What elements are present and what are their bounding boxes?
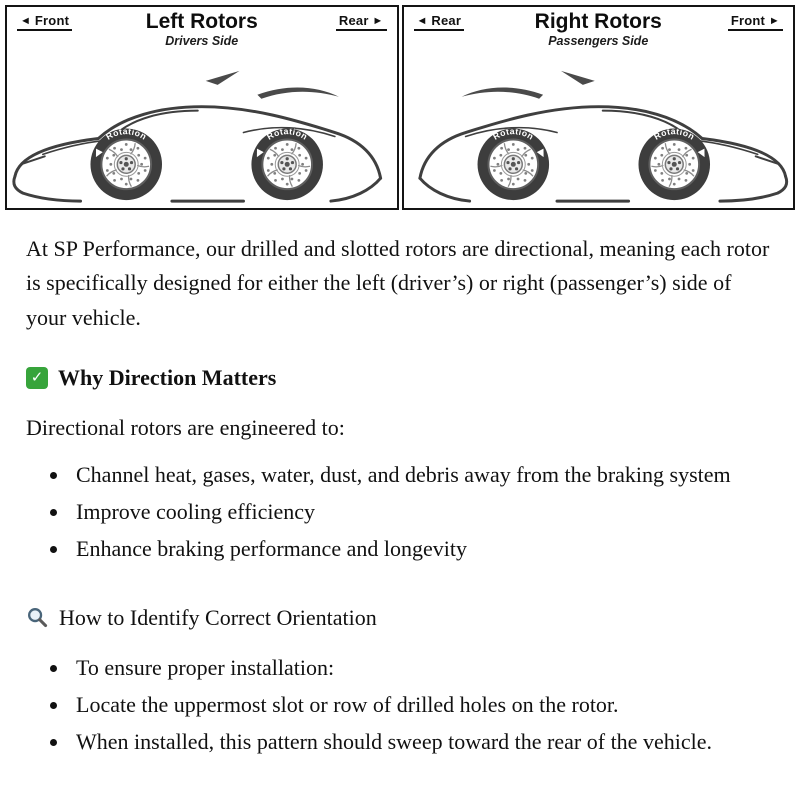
magnifier-icon	[26, 606, 49, 629]
arrow-left-icon: ◄	[20, 15, 32, 27]
car-silhouette-left	[14, 71, 381, 201]
svg-text:Rotation: Rotation	[651, 126, 697, 142]
how-bullet-list	[26, 651, 774, 760]
left-rotors-panel	[5, 5, 399, 210]
heading-text: Why Direction Matters	[58, 364, 277, 390]
heading-text: How to Identify Correct Orientation	[59, 604, 377, 630]
panel-title: Right Rotors	[534, 10, 662, 33]
car-silhouette-right	[419, 71, 786, 201]
panel-subtitle: Drivers Side	[165, 34, 239, 49]
intro-paragraph: At SP Performance, our drilled and slotted rotors are directional, meaning each rotor is specifically designed for either the left (driver’s) or right (passenger’s) side of your vehicle.	[26, 236, 770, 330]
how-to-identify-heading	[26, 601, 774, 635]
front-direction-label: Front ►	[728, 13, 783, 31]
article-body	[0, 212, 800, 792]
list-item: • When installed, this pattern should sweep toward the rear of the vehicle.	[70, 725, 774, 759]
arrow-left-icon: ◄	[416, 15, 428, 27]
svg-text:Rotation: Rotation	[490, 126, 536, 142]
left-panel-header	[7, 7, 397, 59]
why-direction-matters-heading	[26, 361, 774, 395]
rear-direction-label: ◄ Rear	[414, 13, 465, 31]
why-bullet-list	[26, 458, 774, 567]
engineered-to-lead: Directional rotors are engineered to:	[26, 415, 345, 441]
list-item: • Locate the uppermost slot or row of drilled holes on the rotor.	[70, 688, 774, 722]
panel-title: Left Rotors	[145, 10, 258, 33]
list-item: • Channel heat, gases, water, dust, and debris away from the braking system	[70, 458, 774, 492]
panel-subtitle: Passengers Side	[548, 34, 649, 49]
arrow-right-icon: ►	[768, 15, 780, 27]
right-panel-header	[404, 7, 794, 59]
list-item: • Improve cooling efficiency	[70, 495, 774, 529]
right-rotors-panel	[402, 5, 796, 210]
arrow-right-icon: ►	[372, 15, 384, 27]
list-item: • Enhance braking performance and longevity	[70, 532, 774, 566]
rear-direction-label: Rear ►	[336, 13, 387, 31]
svg-text:Rotation: Rotation	[104, 126, 149, 142]
car-diagram-right	[404, 59, 794, 208]
front-direction-label: ◄ Front	[17, 13, 72, 31]
check-icon: ✓	[26, 367, 48, 389]
svg-text:Rotation: Rotation	[264, 126, 310, 142]
rotor-direction-diagram	[0, 0, 800, 212]
car-diagram-left	[7, 59, 397, 208]
list-item: • To ensure proper installation:	[70, 651, 774, 685]
